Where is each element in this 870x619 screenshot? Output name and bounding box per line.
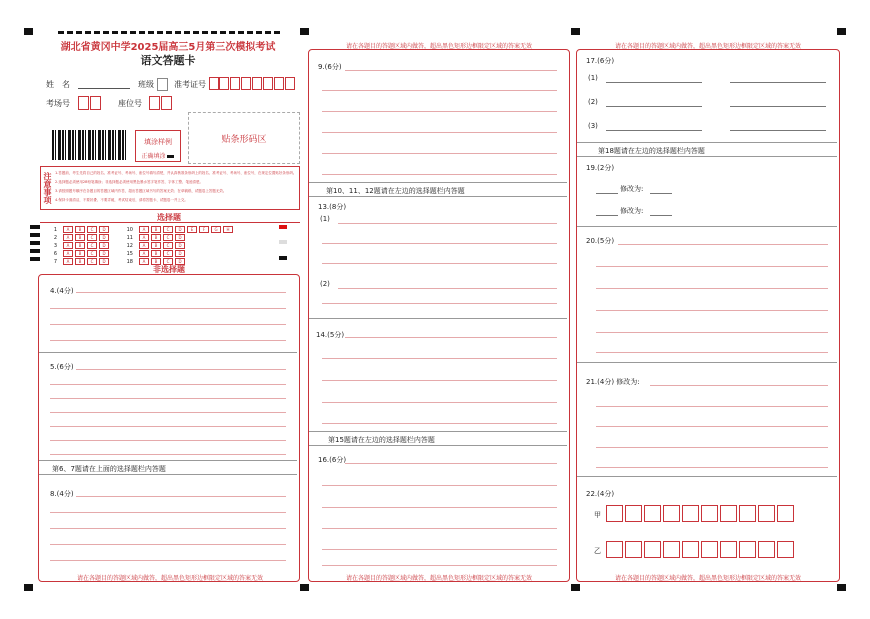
char-cell[interactable] bbox=[701, 505, 718, 522]
question-number: 15 bbox=[126, 250, 133, 257]
option-bubble[interactable]: G bbox=[211, 226, 221, 233]
option-bubble[interactable]: D bbox=[175, 234, 185, 241]
char-cell[interactable] bbox=[663, 541, 680, 558]
question-number: 2 bbox=[53, 234, 57, 241]
option-bubble[interactable]: B bbox=[151, 250, 161, 257]
char-cell[interactable] bbox=[625, 505, 642, 522]
option-bubble[interactable]: B bbox=[75, 234, 85, 241]
registration-mark bbox=[300, 584, 309, 591]
q21-label: 21.(4分) 修改为: bbox=[586, 378, 640, 386]
warning-col2-bottom: 请在各题目的答题区域内做答，超出黑色矩形边框限定区域的答案无效 bbox=[345, 575, 532, 582]
q19-change-2: 修改为: bbox=[620, 207, 644, 215]
exam-id-label: 准考证号 bbox=[174, 80, 206, 89]
option-bubble[interactable]: B bbox=[151, 258, 161, 265]
note-item-4: 4.保持卡面清洁，不要折叠、不要弄破，考试结束后，请将答题卡、试题卷一并上交。 bbox=[55, 198, 188, 202]
q19-label: 19.(2分) bbox=[586, 164, 615, 172]
notice-q10-12: 第10、11、12题请在左边的选择题栏内答题 bbox=[326, 187, 465, 195]
option-bubble[interactable]: B bbox=[75, 258, 85, 265]
char-cell[interactable] bbox=[720, 505, 737, 522]
filled-mark-icon bbox=[167, 155, 174, 158]
q22-row-a-label: 甲 bbox=[594, 511, 601, 519]
name-field[interactable] bbox=[78, 88, 130, 89]
question-number: 10 bbox=[126, 226, 133, 233]
char-cell[interactable] bbox=[644, 505, 661, 522]
registration-mark bbox=[837, 584, 846, 591]
char-cell[interactable] bbox=[701, 541, 718, 558]
option-bubble[interactable]: A bbox=[63, 250, 73, 257]
registration-mark bbox=[24, 28, 33, 35]
room-label: 考场号 bbox=[46, 99, 70, 108]
option-bubble[interactable]: C bbox=[87, 250, 97, 257]
seat-label: 座位号 bbox=[118, 99, 142, 108]
q17-part1: (1) bbox=[588, 74, 598, 82]
note-item-2: 2.选择题必须使用2B铅笔填涂；非选择题必须使用黑色墨水签字笔作答，字体工整、笔迹清楚。 bbox=[55, 180, 203, 184]
option-bubble[interactable]: D bbox=[99, 234, 109, 241]
correct-fill-label: 正确填涂 bbox=[141, 153, 166, 160]
option-bubble[interactable]: A bbox=[139, 250, 149, 257]
char-cell[interactable] bbox=[625, 541, 642, 558]
question-number: 6 bbox=[53, 250, 57, 257]
notes-box bbox=[40, 166, 300, 210]
char-cell[interactable] bbox=[682, 541, 699, 558]
option-bubble[interactable]: C bbox=[87, 258, 97, 265]
q13-part2: (2) bbox=[320, 280, 330, 288]
char-cell[interactable] bbox=[758, 505, 775, 522]
mc-row bbox=[45, 234, 187, 241]
char-cell[interactable] bbox=[606, 541, 623, 558]
warning-col3-top: 请在各题目的答题区域内做答，超出黑色矩形边框限定区域的答案无效 bbox=[614, 43, 801, 50]
barcode-image bbox=[52, 130, 126, 160]
option-bubble[interactable]: D bbox=[175, 242, 185, 249]
option-bubble[interactable]: B bbox=[151, 234, 161, 241]
timing-mark bbox=[30, 241, 40, 245]
grey-mark bbox=[279, 240, 287, 244]
option-bubble[interactable]: C bbox=[163, 234, 173, 241]
char-cell[interactable] bbox=[777, 505, 794, 522]
question-number: 18 bbox=[126, 258, 133, 265]
char-cell[interactable] bbox=[739, 541, 756, 558]
registration-mark bbox=[24, 584, 33, 591]
top-dash-bar bbox=[58, 31, 280, 34]
option-bubble[interactable]: D bbox=[175, 250, 185, 257]
q17-label: 17.(6分) bbox=[586, 57, 615, 65]
char-cell[interactable] bbox=[758, 541, 775, 558]
nonmc-title: 非选择题 bbox=[153, 265, 185, 274]
option-bubble[interactable]: B bbox=[151, 226, 161, 233]
answer-column-2 bbox=[308, 49, 570, 582]
option-bubble[interactable]: C bbox=[87, 226, 97, 233]
note-item-1: 1.答题前，考生先将自己的姓名、准考证号、考场号、座位号填写清楚，并认真核准条形码上的姓名、准考证号、考场号、座位号，在规定位置贴好条形码。 bbox=[55, 171, 297, 175]
option-bubble[interactable]: A bbox=[63, 234, 73, 241]
option-bubble[interactable]: A bbox=[139, 242, 149, 249]
char-cell[interactable] bbox=[644, 541, 661, 558]
q17-part3: (3) bbox=[588, 122, 598, 130]
mc-title: 选择题 bbox=[157, 213, 181, 222]
mc-row bbox=[45, 242, 187, 249]
option-bubble[interactable]: D bbox=[175, 226, 185, 233]
question-number: 3 bbox=[53, 242, 57, 249]
registration-mark bbox=[571, 584, 580, 591]
option-bubble[interactable]: D bbox=[99, 250, 109, 257]
option-bubble[interactable]: A bbox=[139, 234, 149, 241]
mc-row bbox=[45, 250, 187, 257]
class-label: 班级 bbox=[138, 80, 154, 89]
sheet-subtitle: 语文答题卡 bbox=[140, 54, 196, 67]
option-bubble[interactable]: B bbox=[75, 250, 85, 257]
timing-mark bbox=[30, 225, 40, 229]
option-bubble[interactable]: B bbox=[75, 242, 85, 249]
question-number: 11 bbox=[126, 234, 133, 241]
question-number: 7 bbox=[53, 258, 57, 265]
registration-mark bbox=[300, 28, 309, 35]
registration-mark bbox=[571, 28, 580, 35]
q8-label: 8.(4分) bbox=[50, 490, 74, 498]
timing-mark bbox=[30, 233, 40, 237]
q19-change-1: 修改为: bbox=[620, 185, 644, 193]
answer-column-3 bbox=[576, 49, 840, 582]
q13-label: 13.(8分) bbox=[318, 203, 347, 211]
option-bubble[interactable]: A bbox=[63, 242, 73, 249]
registration-mark bbox=[837, 28, 846, 35]
option-bubble[interactable]: C bbox=[163, 226, 173, 233]
barcode-sticker-area: 贴条形码区 bbox=[188, 112, 300, 164]
fill-sample-box bbox=[135, 130, 181, 162]
notice-q15: 第15题请在左边的选择题栏内答题 bbox=[328, 436, 435, 444]
q5-label: 5.(6分) bbox=[50, 363, 74, 371]
option-bubble[interactable]: B bbox=[75, 226, 85, 233]
option-bubble[interactable]: F bbox=[199, 226, 209, 233]
q22-row-b-label: 乙 bbox=[594, 547, 601, 555]
option-bubble[interactable]: C bbox=[163, 250, 173, 257]
option-bubble[interactable]: B bbox=[151, 242, 161, 249]
question-number: 1 bbox=[53, 226, 57, 233]
black-mark bbox=[279, 256, 287, 260]
char-cell[interactable] bbox=[720, 541, 737, 558]
exam-title: 湖北省黄冈中学2025届高三5月第三次模拟考试 bbox=[60, 42, 276, 53]
red-mark bbox=[279, 225, 287, 229]
option-bubble[interactable]: A bbox=[63, 258, 73, 265]
char-cell[interactable] bbox=[606, 505, 623, 522]
timing-mark bbox=[30, 249, 40, 253]
q20-label: 20.(5分) bbox=[586, 237, 615, 245]
notes-tag: 注意事项 bbox=[43, 172, 52, 204]
char-cell[interactable] bbox=[663, 505, 680, 522]
char-cell[interactable] bbox=[777, 541, 794, 558]
option-bubble[interactable]: C bbox=[87, 234, 97, 241]
option-bubble[interactable]: C bbox=[87, 242, 97, 249]
option-bubble[interactable]: A bbox=[63, 226, 73, 233]
option-bubble[interactable]: D bbox=[99, 226, 109, 233]
option-bubble[interactable]: D bbox=[175, 258, 185, 265]
notice-q18: 第18题请在左边的选择题栏内答题 bbox=[598, 147, 705, 155]
mc-row bbox=[45, 226, 235, 233]
note-item-3: 3.请按照题号顺序在各题目的答题区域内作答，超出答题区域书写的答案无效；在草稿纸、试题卷上答题无效。 bbox=[55, 189, 227, 193]
q4-label: 4.(4分) bbox=[50, 287, 74, 295]
warning-col1: 请在各题目的答题区域内做答，超出黑色矩形边框限定区域的答案无效 bbox=[76, 575, 263, 582]
warning-col3-bottom: 请在各题目的答题区域内做答，超出黑色矩形边框限定区域的答案无效 bbox=[614, 575, 801, 582]
char-cell[interactable] bbox=[739, 505, 756, 522]
q17-part2: (2) bbox=[588, 98, 598, 106]
name-label: 姓 名 bbox=[46, 80, 70, 89]
q13-part1: (1) bbox=[320, 215, 330, 223]
q22-label: 22.(4分) bbox=[586, 490, 615, 498]
warning-col2-top: 请在各题目的答题区域内做答，超出黑色矩形边框限定区域的答案无效 bbox=[345, 43, 532, 50]
fill-sample-label: 填涂样例 bbox=[144, 138, 172, 146]
option-bubble[interactable]: D bbox=[99, 242, 109, 249]
answer-column-1 bbox=[38, 274, 300, 582]
q9-label: 9.(6分) bbox=[318, 63, 342, 71]
question-number: 12 bbox=[126, 242, 133, 249]
class-field[interactable] bbox=[157, 78, 168, 91]
option-bubble[interactable]: H bbox=[223, 226, 233, 233]
timing-mark bbox=[30, 257, 40, 261]
option-bubble[interactable]: C bbox=[163, 258, 173, 265]
option-bubble[interactable]: A bbox=[139, 226, 149, 233]
notice-q6-7: 第6、7题请在上面的选择题栏内答题 bbox=[52, 465, 166, 473]
char-cell[interactable] bbox=[682, 505, 699, 522]
option-bubble[interactable]: E bbox=[187, 226, 197, 233]
option-bubble[interactable]: C bbox=[163, 242, 173, 249]
q16-label: 16.(6分) bbox=[318, 456, 347, 464]
q14-label: 14.(5分) bbox=[316, 331, 345, 339]
option-bubble[interactable]: D bbox=[99, 258, 109, 265]
option-bubble[interactable]: A bbox=[139, 258, 149, 265]
